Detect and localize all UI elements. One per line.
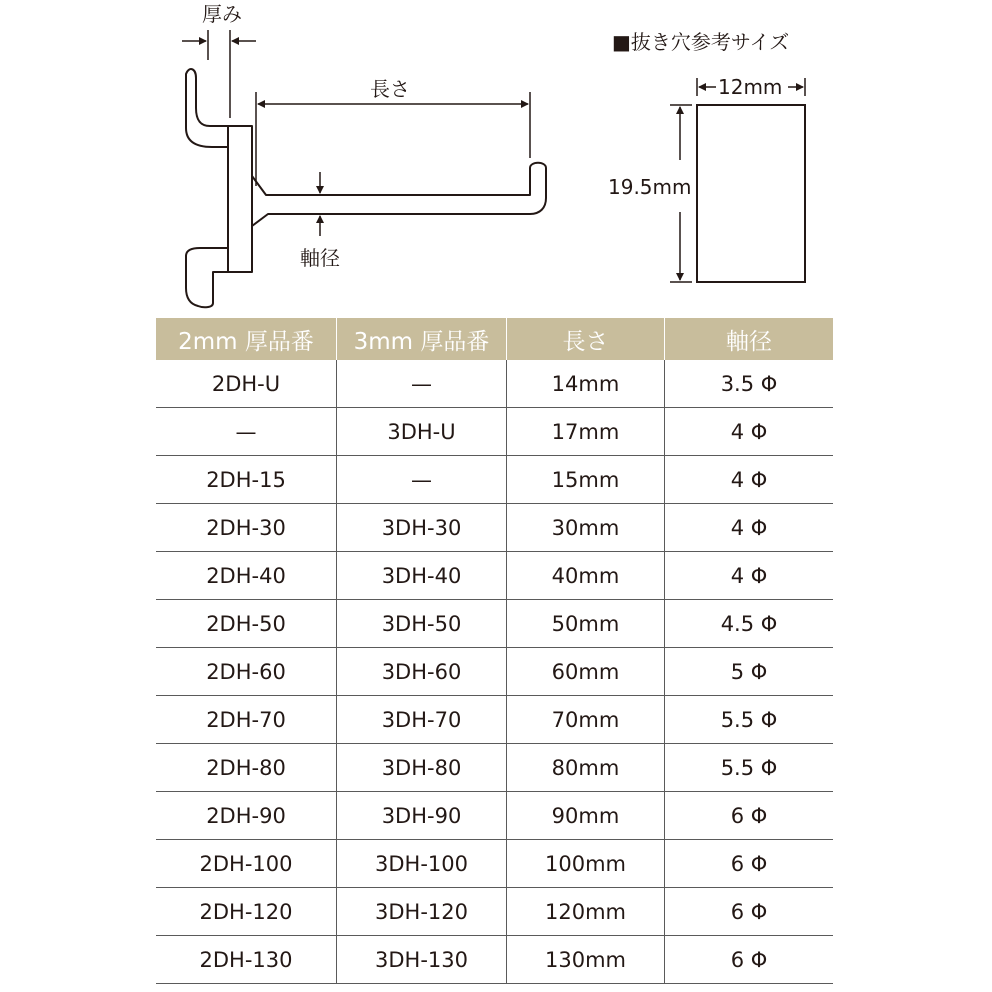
part-3mm-cell: 3DH-90 bbox=[337, 792, 507, 840]
thickness-label: 厚み bbox=[202, 2, 242, 26]
length-cell: 60mm bbox=[507, 648, 665, 696]
part-3mm-cell: 3DH-100 bbox=[337, 840, 507, 888]
table-row bbox=[156, 504, 833, 552]
shaft-diameter-cell: 4 Φ bbox=[665, 504, 834, 552]
table-row bbox=[156, 888, 833, 936]
part-3mm-cell: 3DH-70 bbox=[337, 696, 507, 744]
hole-width-label: 12mm bbox=[718, 75, 783, 99]
part-2mm-cell: 2DH-50 bbox=[156, 600, 337, 648]
shaft-diameter-label: 軸径 bbox=[300, 246, 340, 270]
shaft-diameter-cell: 6 Φ bbox=[665, 840, 834, 888]
part-3mm-cell: 3DH-80 bbox=[337, 744, 507, 792]
hook-backplate bbox=[228, 126, 252, 272]
length-cell: 80mm bbox=[507, 744, 665, 792]
table-row bbox=[156, 792, 833, 840]
shaft-diameter-cell: 4 Φ bbox=[665, 456, 834, 504]
table-row bbox=[156, 648, 833, 696]
part-2mm-cell: 2DH-70 bbox=[156, 696, 337, 744]
hole-outline bbox=[697, 105, 805, 282]
table-row bbox=[156, 744, 833, 792]
shaft-diameter-cell: 6 Φ bbox=[665, 792, 834, 840]
part-3mm-cell: — bbox=[337, 360, 507, 408]
table-header-row bbox=[156, 318, 833, 360]
hook-shaft bbox=[252, 163, 546, 226]
part-2mm-cell: 2DH-90 bbox=[156, 792, 337, 840]
shaft-diameter-cell: 4.5 Φ bbox=[665, 600, 834, 648]
length-cell: 50mm bbox=[507, 600, 665, 648]
lower-hook-tab bbox=[186, 248, 228, 307]
part-3mm-cell: 3DH-30 bbox=[337, 504, 507, 552]
part-2mm-cell: 2DH-U bbox=[156, 360, 337, 408]
shaft-diameter-cell: 6 Φ bbox=[665, 936, 834, 984]
table-row bbox=[156, 408, 833, 456]
upper-hook-tab bbox=[186, 69, 228, 147]
part-2mm-cell: 2DH-60 bbox=[156, 648, 337, 696]
table-row bbox=[156, 696, 833, 744]
part-2mm-cell: 2DH-120 bbox=[156, 888, 337, 936]
length-cell: 130mm bbox=[507, 936, 665, 984]
length-cell: 90mm bbox=[507, 792, 665, 840]
table-row bbox=[156, 552, 833, 600]
part-2mm-cell: 2DH-130 bbox=[156, 936, 337, 984]
shaft-diameter-cell: 4 Φ bbox=[665, 408, 834, 456]
hole-height-label: 19.5mm bbox=[608, 175, 692, 199]
length-cell: 120mm bbox=[507, 888, 665, 936]
part-3mm-cell: 3DH-130 bbox=[337, 936, 507, 984]
table-body bbox=[156, 360, 833, 984]
length-cell: 100mm bbox=[507, 840, 665, 888]
shaft-diameter-cell: 3.5 Φ bbox=[665, 360, 834, 408]
shaft-diameter-cell: 5.5 Φ bbox=[665, 696, 834, 744]
header-2mm-part: 2mm 厚品番 bbox=[156, 318, 337, 360]
part-3mm-cell: 3DH-40 bbox=[337, 552, 507, 600]
header-shaft-diameter: 軸径 bbox=[665, 318, 834, 360]
shaft-diameter-cell: 5 Φ bbox=[665, 648, 834, 696]
header-3mm-part: 3mm 厚品番 bbox=[337, 318, 507, 360]
length-cell: 40mm bbox=[507, 552, 665, 600]
length-cell: 30mm bbox=[507, 504, 665, 552]
part-3mm-cell: 3DH-U bbox=[337, 408, 507, 456]
part-3mm-cell: 3DH-60 bbox=[337, 648, 507, 696]
hook-diagram bbox=[0, 0, 992, 318]
table-row bbox=[156, 600, 833, 648]
part-2mm-cell: — bbox=[156, 408, 337, 456]
table-row bbox=[156, 840, 833, 888]
part-2mm-cell: 2DH-100 bbox=[156, 840, 337, 888]
hook-drawing bbox=[0, 0, 992, 318]
shaft-diameter-cell: 5.5 Φ bbox=[665, 744, 834, 792]
part-2mm-cell: 2DH-15 bbox=[156, 456, 337, 504]
length-cell: 14mm bbox=[507, 360, 665, 408]
part-3mm-cell: 3DH-50 bbox=[337, 600, 507, 648]
length-cell: 17mm bbox=[507, 408, 665, 456]
table-row bbox=[156, 456, 833, 504]
length-cell: 70mm bbox=[507, 696, 665, 744]
part-2mm-cell: 2DH-40 bbox=[156, 552, 337, 600]
part-2mm-cell: 2DH-30 bbox=[156, 504, 337, 552]
part-2mm-cell: 2DH-80 bbox=[156, 744, 337, 792]
length-cell: 15mm bbox=[507, 456, 665, 504]
header-length: 長さ bbox=[507, 318, 665, 360]
spec-table bbox=[156, 318, 833, 984]
shaft-diameter-cell: 6 Φ bbox=[665, 888, 834, 936]
part-3mm-cell: — bbox=[337, 456, 507, 504]
table-row bbox=[156, 936, 833, 984]
table-row bbox=[156, 360, 833, 408]
length-label: 長さ bbox=[370, 77, 410, 101]
shaft-diameter-cell: 4 Φ bbox=[665, 552, 834, 600]
part-3mm-cell: 3DH-120 bbox=[337, 888, 507, 936]
hole-size-title: ■抜き穴参考サイズ bbox=[612, 30, 790, 54]
